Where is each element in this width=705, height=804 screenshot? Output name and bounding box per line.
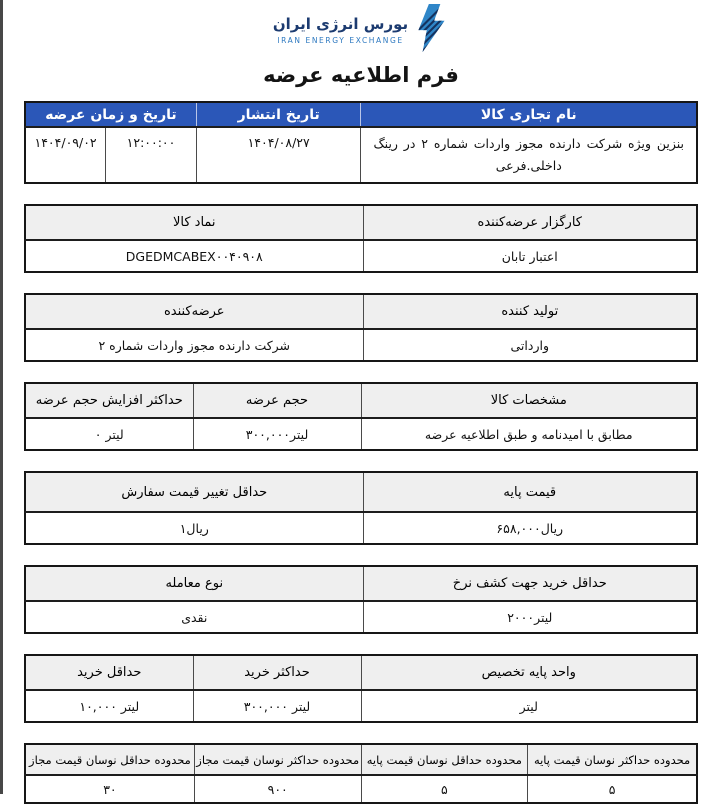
table-fluctuation-ranges [24,743,698,804]
value-producer: وارداتی [363,329,697,361]
value-min-allowed-fluctuation: ۳۰ [25,775,194,803]
header-max-buy: حداکثر خرید [193,655,361,690]
logo-title-en: IRAN ENERGY EXCHANGE [277,36,404,45]
value-base-price: ریال۶۵۸,۰۰۰ [363,512,697,544]
value-supplier: شرکت دارنده مجوز واردات شماره ۲ [25,329,363,361]
header-supplier: عرضه‌کننده [25,294,363,329]
table-row [25,127,697,183]
value-symbol: DGEDMCABEX۰۰۴۰۹۰۸ [25,240,363,272]
table-trade-type [24,565,698,634]
value-min-discovery-buy: لیتر۲۰۰۰ [363,601,697,633]
iran-energy-exchange-logo [273,4,449,56]
value-offer-time: ۱۲:۰۰:۰۰ [106,127,197,183]
header-publish-date: تاریخ انتشار [196,102,361,127]
header-max-base-fluctuation: محدوده حداکثر نوسان قیمت پایه [528,744,697,775]
header-offer-datetime: تاریخ و زمان عرضه [25,102,196,127]
table-row [25,512,697,544]
logo-text [273,15,408,45]
header-broker: کارگزار عرضه‌کننده [363,205,697,240]
table-row [25,329,697,361]
header-symbol: نماد کالا [25,205,363,240]
table-purchase-limits [24,654,698,723]
table-row [25,690,697,722]
table-volume [24,382,698,451]
value-min-order-tick: ریال۱ [25,512,363,544]
header-max-volume-increase: حداکثر افزایش حجم عرضه [25,383,193,418]
page-title: فرم اطلاعیه عرضه [263,63,459,87]
table-row [25,775,697,803]
header-trade-type: نوع معامله [25,566,363,601]
header-offer-volume: حجم عرضه [193,383,361,418]
document-header [24,0,698,87]
value-commodity-specs: مطابق با امیدنامه و طبق اطلاعیه عرضه [361,418,697,450]
header-min-allowed-fluctuation: محدوده حداقل نوسان قیمت مجاز [25,744,194,775]
header-producer: تولید کننده [363,294,697,329]
value-publish-date: ۱۴۰۴/۰۸/۲۷ [196,127,361,183]
value-max-buy: لیتر ۳۰۰,۰۰۰ [193,690,361,722]
value-trade-type: نقدی [25,601,363,633]
value-commodity-name: بنزین ویژه شرکت دارنده مجوز واردات شماره ۲ در رینگ داخلی.فرعی [361,127,697,183]
header-min-order-tick: حداقل تغییر قیمت سفارش [25,472,363,512]
header-allocation-unit: واحد پایه تخصیص [361,655,697,690]
value-min-buy: لیتر ۱۰,۰۰۰ [25,690,193,722]
value-max-volume-increase: لیتر ۰ [25,418,193,450]
table-price [24,471,698,545]
header-commodity-name: نام تجاری کالا [361,102,697,127]
header-commodity-specs: مشخصات کالا [361,383,697,418]
value-broker: اعتبار تابان [363,240,697,272]
table-row [25,240,697,272]
header-min-base-fluctuation: محدوده حداقل نوسان قیمت پایه [361,744,528,775]
value-offer-volume: لیتر۳۰۰,۰۰۰ [193,418,361,450]
lightning-bolt-icon [415,4,449,56]
table-broker-symbol [24,204,698,273]
logo-title-fa: بورس انرژی ایران [272,15,409,33]
table-row [25,418,697,450]
value-min-base-fluctuation: ۵ [361,775,528,803]
value-offer-date: ۱۴۰۴/۰۹/۰۲ [25,127,106,183]
value-allocation-unit: لیتر [361,690,697,722]
document-page [24,0,698,804]
header-min-discovery-buy: حداقل خرید جهت کشف نرخ [363,566,697,601]
value-max-allowed-fluctuation: ۹۰۰ [194,775,361,803]
header-max-allowed-fluctuation: محدوده حداکثر نوسان قیمت مجاز [194,744,361,775]
table-trade-info [24,101,698,184]
value-max-base-fluctuation: ۵ [528,775,697,803]
header-base-price: قیمت پایه [363,472,697,512]
window-left-edge [0,0,3,794]
table-row [25,601,697,633]
header-min-buy: حداقل خرید [25,655,193,690]
table-producer-supplier [24,293,698,362]
